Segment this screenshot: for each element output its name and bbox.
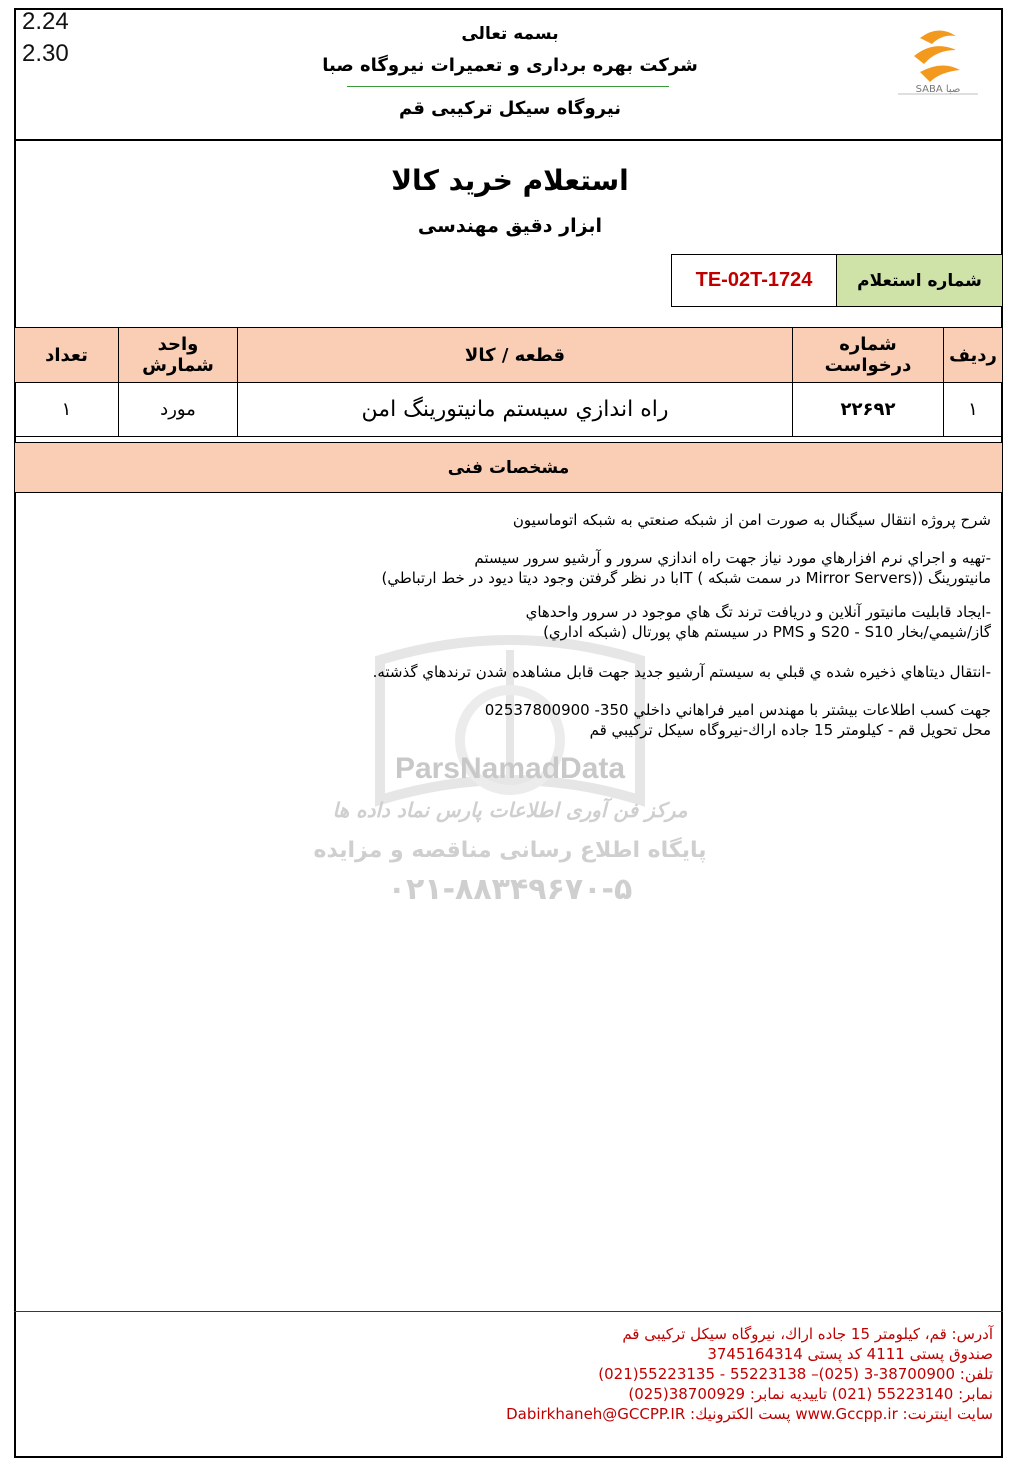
page-title: استعلام خرید کالا (391, 164, 629, 197)
cell-row: ۱ (944, 383, 1003, 437)
spec-line-8: محل تحويل قم - کيلومتر 15 جاده اراك-نيروگاه سيکل ترکيبي قم (589, 721, 991, 739)
footer-web-email: سایت اینترنت: www.Gccpp.ir پست الکترونیك: Dabirkhaneh@GCCPP.IR (506, 1405, 993, 1423)
spec-line-1: شرح پروژه انتقال سیگنال به صورت امن از شبکه صنعتي به شبکه اتوماسيون (512, 511, 991, 529)
col-unit-header: واحد شمارش (119, 328, 238, 383)
footer-divider (14, 1311, 1003, 1312)
col-row-header: ردیف (944, 328, 1003, 383)
header-bottom-line (14, 139, 1003, 141)
spec-line-5: گاز/شيمي/بخار S20 - S10 و PMS در سيستم هاي پورتال (شبکه اداري) (543, 623, 991, 641)
spec-line-3: مانيتورينگ ((Mirror Servers در سمت شبکه ) ITبا در نظر گرفتن وجود ديتا ديود در خط ارتباطي) (381, 569, 991, 587)
spec-line-4: -ايجاد قابليت مانيتور آنلاين و دريافت ترند تگ هاي موجود در سرور واحدهاي (525, 603, 991, 621)
page-subtitle: ابزار دقیق مهندسی (417, 215, 603, 237)
spec-line-2: -تهيه و اجراي نرم افزارهاي مورد نياز جهت راه اندازي سرور و آرشيو سرور سيستم (474, 549, 991, 567)
cell-qty: ۱ (15, 383, 119, 437)
inquiry-label: شماره استعلام (836, 254, 1003, 307)
spec-line-6: -انتقال ديتاهاي ذخيره شده ي قبلي به سيستم آرشيو جديد جهت قابل مشاهده شدن ترندهاي گذشته. (372, 663, 991, 681)
header-line-1: بسمه تعالی (461, 24, 559, 44)
footer-address: آدرس: قم، کیلومتر 15 جاده اراك، نیروگاه سیکل ترکیبی قم (622, 1325, 993, 1343)
company-name: شرکت بهره برداری و تعمیرات نیروگاه صبا (322, 55, 698, 76)
col-item-header: قطعه / کالا (238, 328, 793, 383)
footer-fax: نمابر: 55223140 (021) تاییدیه نمابر: 38700929(025) (628, 1385, 993, 1403)
header-divider (347, 86, 669, 87)
watermark-phone: ۰۲۱-۸۸۳۴۹۶۷۰-۵ (387, 872, 633, 907)
corner-number-2: 2.30 (22, 40, 69, 67)
spec-title: مشخصات فنی (14, 442, 1003, 493)
col-qty-header: تعداد (15, 328, 119, 383)
saba-logo (890, 20, 986, 110)
spec-line-7: جهت کسب اطلاعات بيشتر با مهندس امير فراهاني داخلي 350- 02537800900 (484, 701, 991, 719)
table-header-row (15, 328, 1003, 383)
watermark-brand: ParsNamadData (394, 752, 626, 785)
corner-number-1: 2.24 (22, 8, 69, 35)
col-request-header: شماره درخواست (793, 328, 944, 383)
cell-unit: مورد (119, 383, 238, 437)
table-row (15, 383, 1003, 437)
logo-text: SABA صبا (915, 84, 961, 95)
watermark-line-2: پایگاه اطلاع رسانی مناقصه و مزایده (313, 838, 707, 863)
footer-phone: تلفن: 38700900-3 (025)– 55223138 - 55223135(021) (598, 1365, 993, 1383)
inquiry-number: TE-02T-1724 (671, 254, 837, 307)
watermark-line-1: مرکز فن آوری اطلاعات پارس نماد داده ها (332, 798, 688, 822)
plant-name: نیروگاه سیکل ترکیبی قم (399, 98, 621, 119)
items-table (14, 327, 1003, 437)
cell-request-no: ۲۲۶۹۲ (793, 383, 944, 437)
cell-item: راه اندازي سيستم مانيتورينگ امن (238, 383, 793, 437)
footer-postal: صندوق پستی 4111 کد پستی 3745164314 (707, 1345, 993, 1363)
